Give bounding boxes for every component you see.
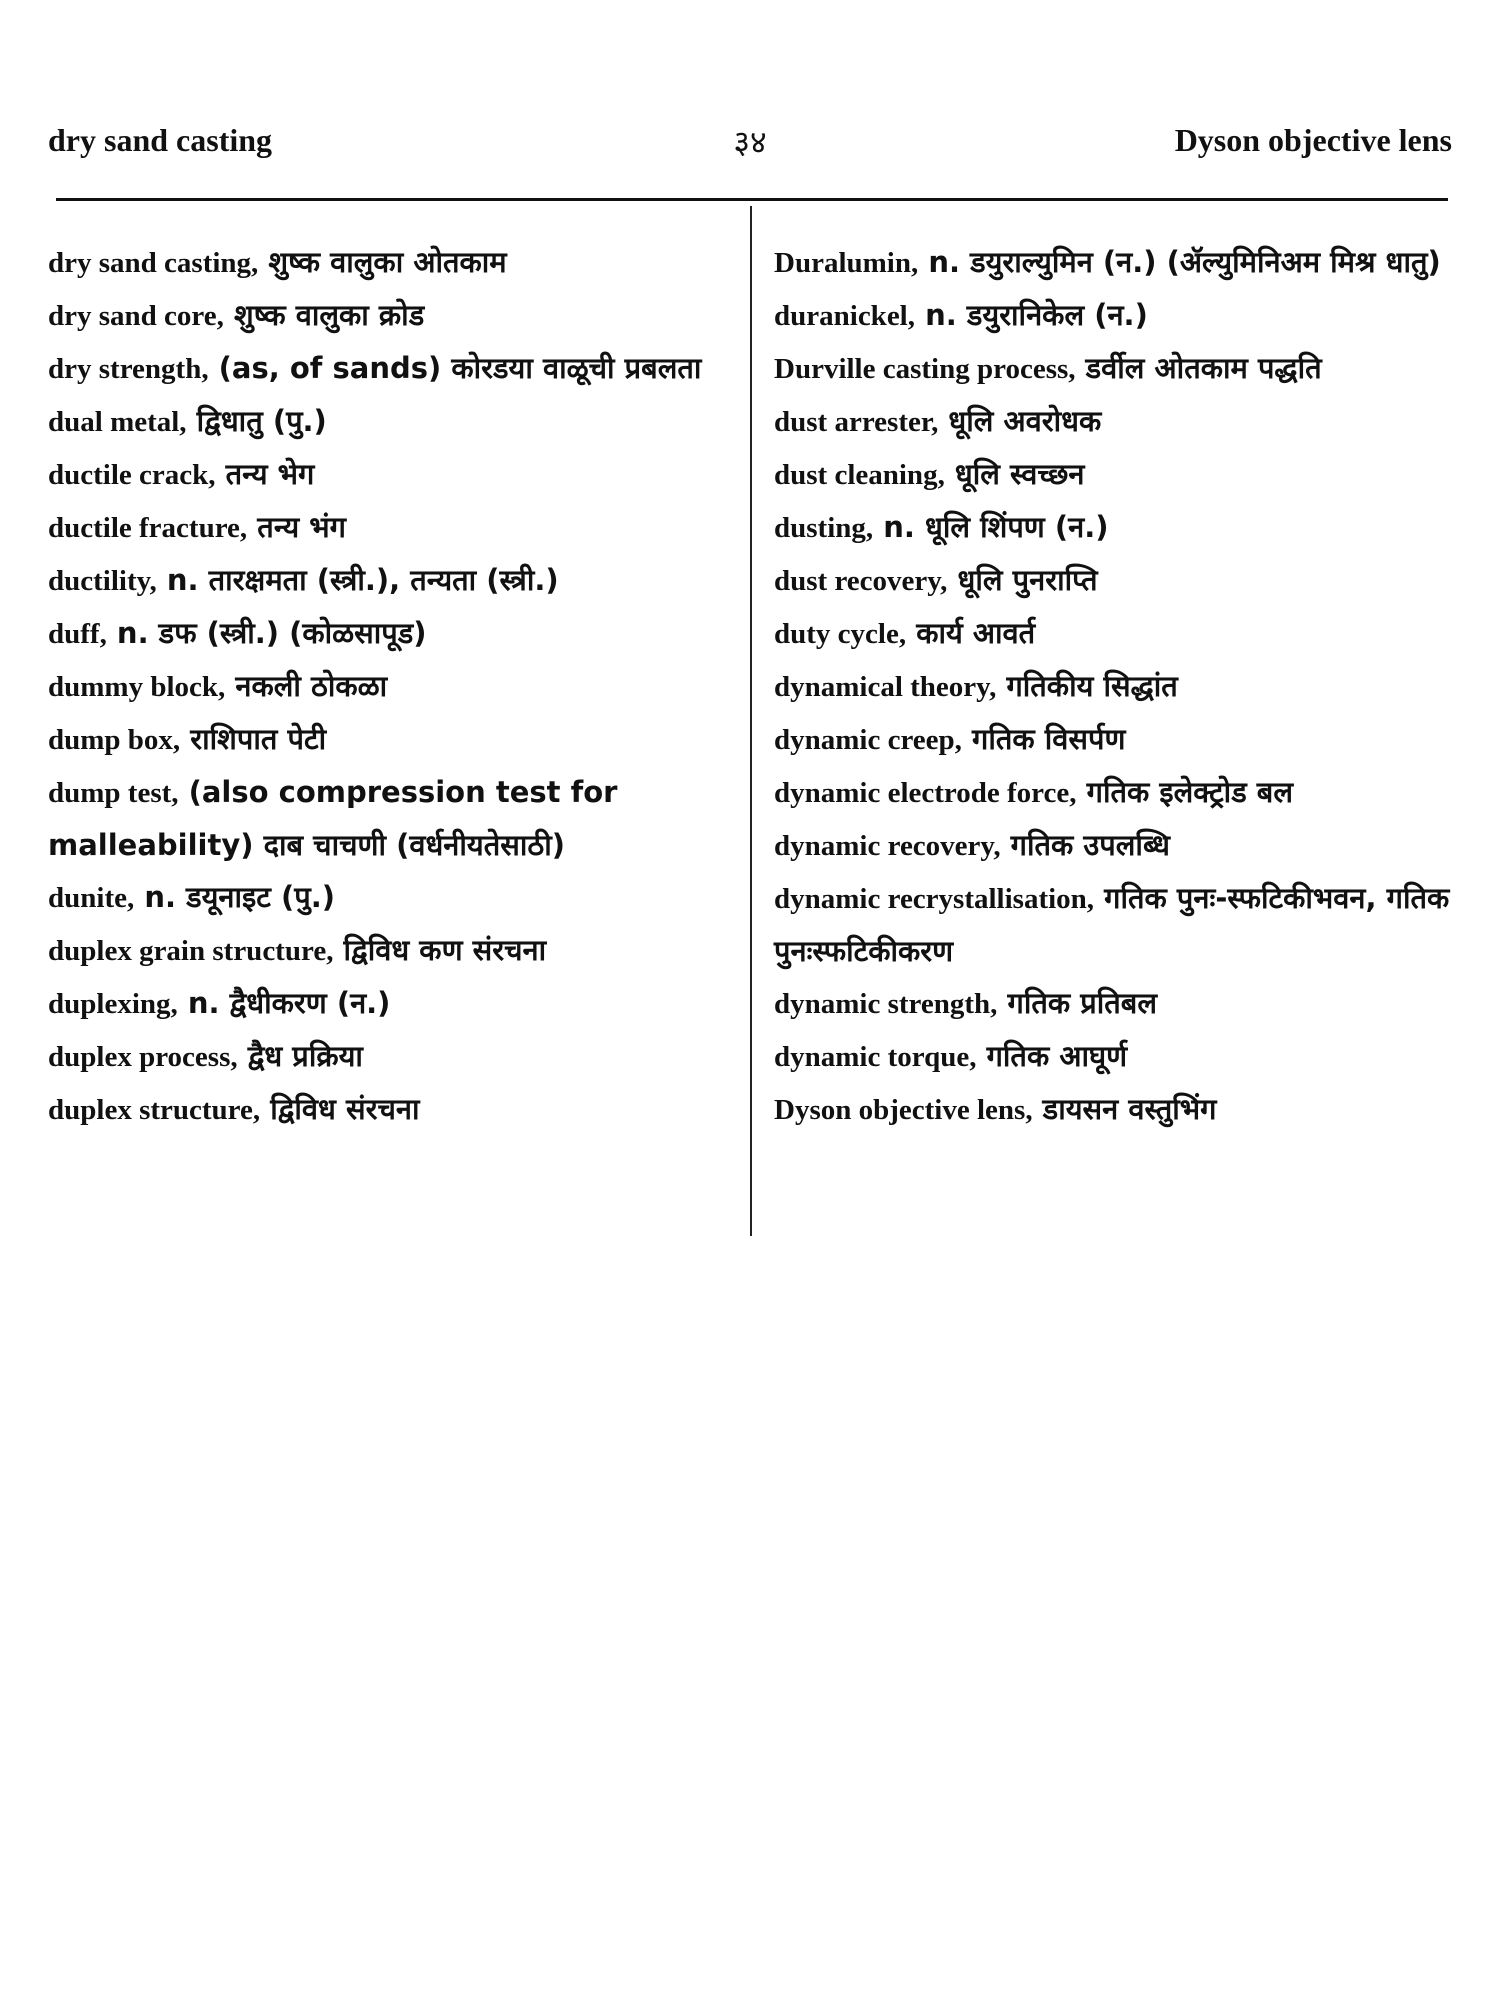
translation: द्वैध प्रक्रिया (237, 1039, 363, 1073)
translation: गतिक विसर्पण (961, 722, 1126, 756)
headword: duplex grain structure, (48, 935, 334, 967)
entry (774, 766, 1454, 819)
translation: (as, of sands) कोरडया वाळूची प्रबलता (208, 351, 702, 385)
entry (48, 448, 728, 501)
headword: dust recovery, (774, 565, 948, 597)
translation: कार्य आवर्त (906, 616, 1036, 650)
entry (48, 236, 728, 289)
headword: dry sand core, (48, 300, 224, 332)
translation: द्विविध संरचना (260, 1092, 420, 1126)
translation: n. डयूनाइट (पु.) (134, 880, 335, 914)
entry (774, 872, 1454, 977)
translation: द्विधातु (पु.) (186, 404, 327, 438)
headword: dynamic strength, (774, 988, 998, 1020)
entry (774, 660, 1454, 713)
entry (774, 713, 1454, 766)
right-column (774, 236, 1454, 1136)
translation: शुष्क वालुका ओतकाम (258, 245, 507, 279)
entry (774, 501, 1454, 554)
headword: duplex process, (48, 1041, 238, 1073)
column-divider (750, 206, 752, 1236)
headword: ductile crack, (48, 459, 216, 491)
entry (48, 766, 728, 871)
translation: द्विविध कण संरचना (333, 933, 547, 967)
header-first-entry: dry sand casting (48, 122, 273, 158)
entry (48, 977, 728, 1030)
headword: ductile fracture, (48, 512, 248, 544)
entry (774, 1030, 1454, 1083)
left-column (48, 236, 728, 1136)
translation: नकली ठोकळा (225, 669, 388, 703)
entry (48, 554, 728, 607)
translation: तन्य भेग (215, 457, 315, 491)
headword: dynamical theory, (774, 671, 997, 703)
headword: duranickel, (774, 300, 915, 332)
headword: dynamic torque, (774, 1041, 977, 1073)
headword: Duralumin, (774, 247, 919, 279)
entry (774, 819, 1454, 872)
translation: (also compression test for malleability) दाब चाचणी (वर्धनीयतेसाठी) (48, 775, 618, 862)
header-rule (56, 198, 1448, 201)
translation: गतिकीय सिद्धांत (996, 669, 1178, 703)
entry (48, 924, 728, 977)
headword: dry sand casting, (48, 247, 259, 279)
translation: गतिक इलेक्ट्रोड बल (1076, 775, 1294, 809)
translation: गतिक प्रतिबल (997, 986, 1158, 1020)
translation: n. धूलि शिंपण (न.) (873, 510, 1109, 544)
translation: n. डयुरानिकेल (न.) (915, 298, 1148, 332)
entry (48, 342, 728, 395)
headword: duplexing, (48, 988, 178, 1020)
entry (48, 1083, 728, 1136)
translation: डर्वील ओतकाम पद्धति (1075, 351, 1322, 385)
headword: dynamic creep, (774, 724, 962, 756)
translation: गतिक पुनः-स्फटिकीभवन, गतिक पुनःस्फटिकीकरण (774, 881, 1450, 968)
entry (774, 236, 1454, 289)
translation: धूलि स्वच्छन (944, 457, 1085, 491)
entry (774, 1083, 1454, 1136)
headword: Durville casting process, (774, 353, 1076, 385)
entry (48, 395, 728, 448)
entry (48, 501, 728, 554)
entry (48, 660, 728, 713)
headword: dump box, (48, 724, 181, 756)
entry (48, 289, 728, 342)
translation: n. डफ (स्त्री.) (कोळसापूड) (106, 616, 427, 650)
header-last-entry: Dyson objective lens (1174, 122, 1452, 158)
entry (774, 554, 1454, 607)
headword: dump test, (48, 777, 179, 809)
entry (774, 448, 1454, 501)
entry (48, 1030, 728, 1083)
translation: गतिक उपलब्धि (1000, 828, 1170, 862)
headword: dry strength, (48, 353, 209, 385)
headword: dummy block, (48, 671, 226, 703)
headword: dunite, (48, 882, 135, 914)
translation: n. डयुराल्युमिन (न.) (ॲल्युमिनिअम मिश्र धातु) (918, 245, 1441, 279)
entry (48, 713, 728, 766)
headword: ductility, (48, 565, 157, 597)
headword: duty cycle, (774, 618, 907, 650)
headword: dynamic recovery, (774, 830, 1001, 862)
headword: dynamic electrode force, (774, 777, 1077, 809)
headword: dust arrester, (774, 406, 939, 438)
headword: duplex structure, (48, 1094, 261, 1126)
translation: राशिपात पेटी (180, 722, 327, 756)
entry (774, 289, 1454, 342)
entry (48, 871, 728, 924)
headword: dynamic recrystallisation, (774, 883, 1095, 915)
translation: n. द्वैधीकरण (न.) (177, 986, 391, 1020)
translation: धूलि पुनराप्ति (947, 563, 1098, 597)
translation: शुष्क वालुका क्रोड (223, 298, 425, 332)
translation: n. तारक्षमता (स्त्री.), तन्यता (स्त्री.) (156, 563, 559, 597)
translation: गतिक आघूर्ण (976, 1039, 1128, 1073)
entry (774, 395, 1454, 448)
page-number: ३४ (733, 123, 767, 161)
headword: dual metal, (48, 406, 187, 438)
entry (48, 607, 728, 660)
headword: dust cleaning, (774, 459, 945, 491)
translation: धूलि अवरोधक (938, 404, 1102, 438)
headword: Dyson objective lens, (774, 1094, 1033, 1126)
entry (774, 607, 1454, 660)
entry (774, 342, 1454, 395)
headword: duff, (48, 618, 107, 650)
headword: dusting, (774, 512, 874, 544)
translation: तन्य भंग (247, 510, 346, 544)
page-header (48, 122, 1452, 162)
entry (774, 977, 1454, 1030)
translation: डायसन वस्तुभिंग (1032, 1092, 1217, 1126)
